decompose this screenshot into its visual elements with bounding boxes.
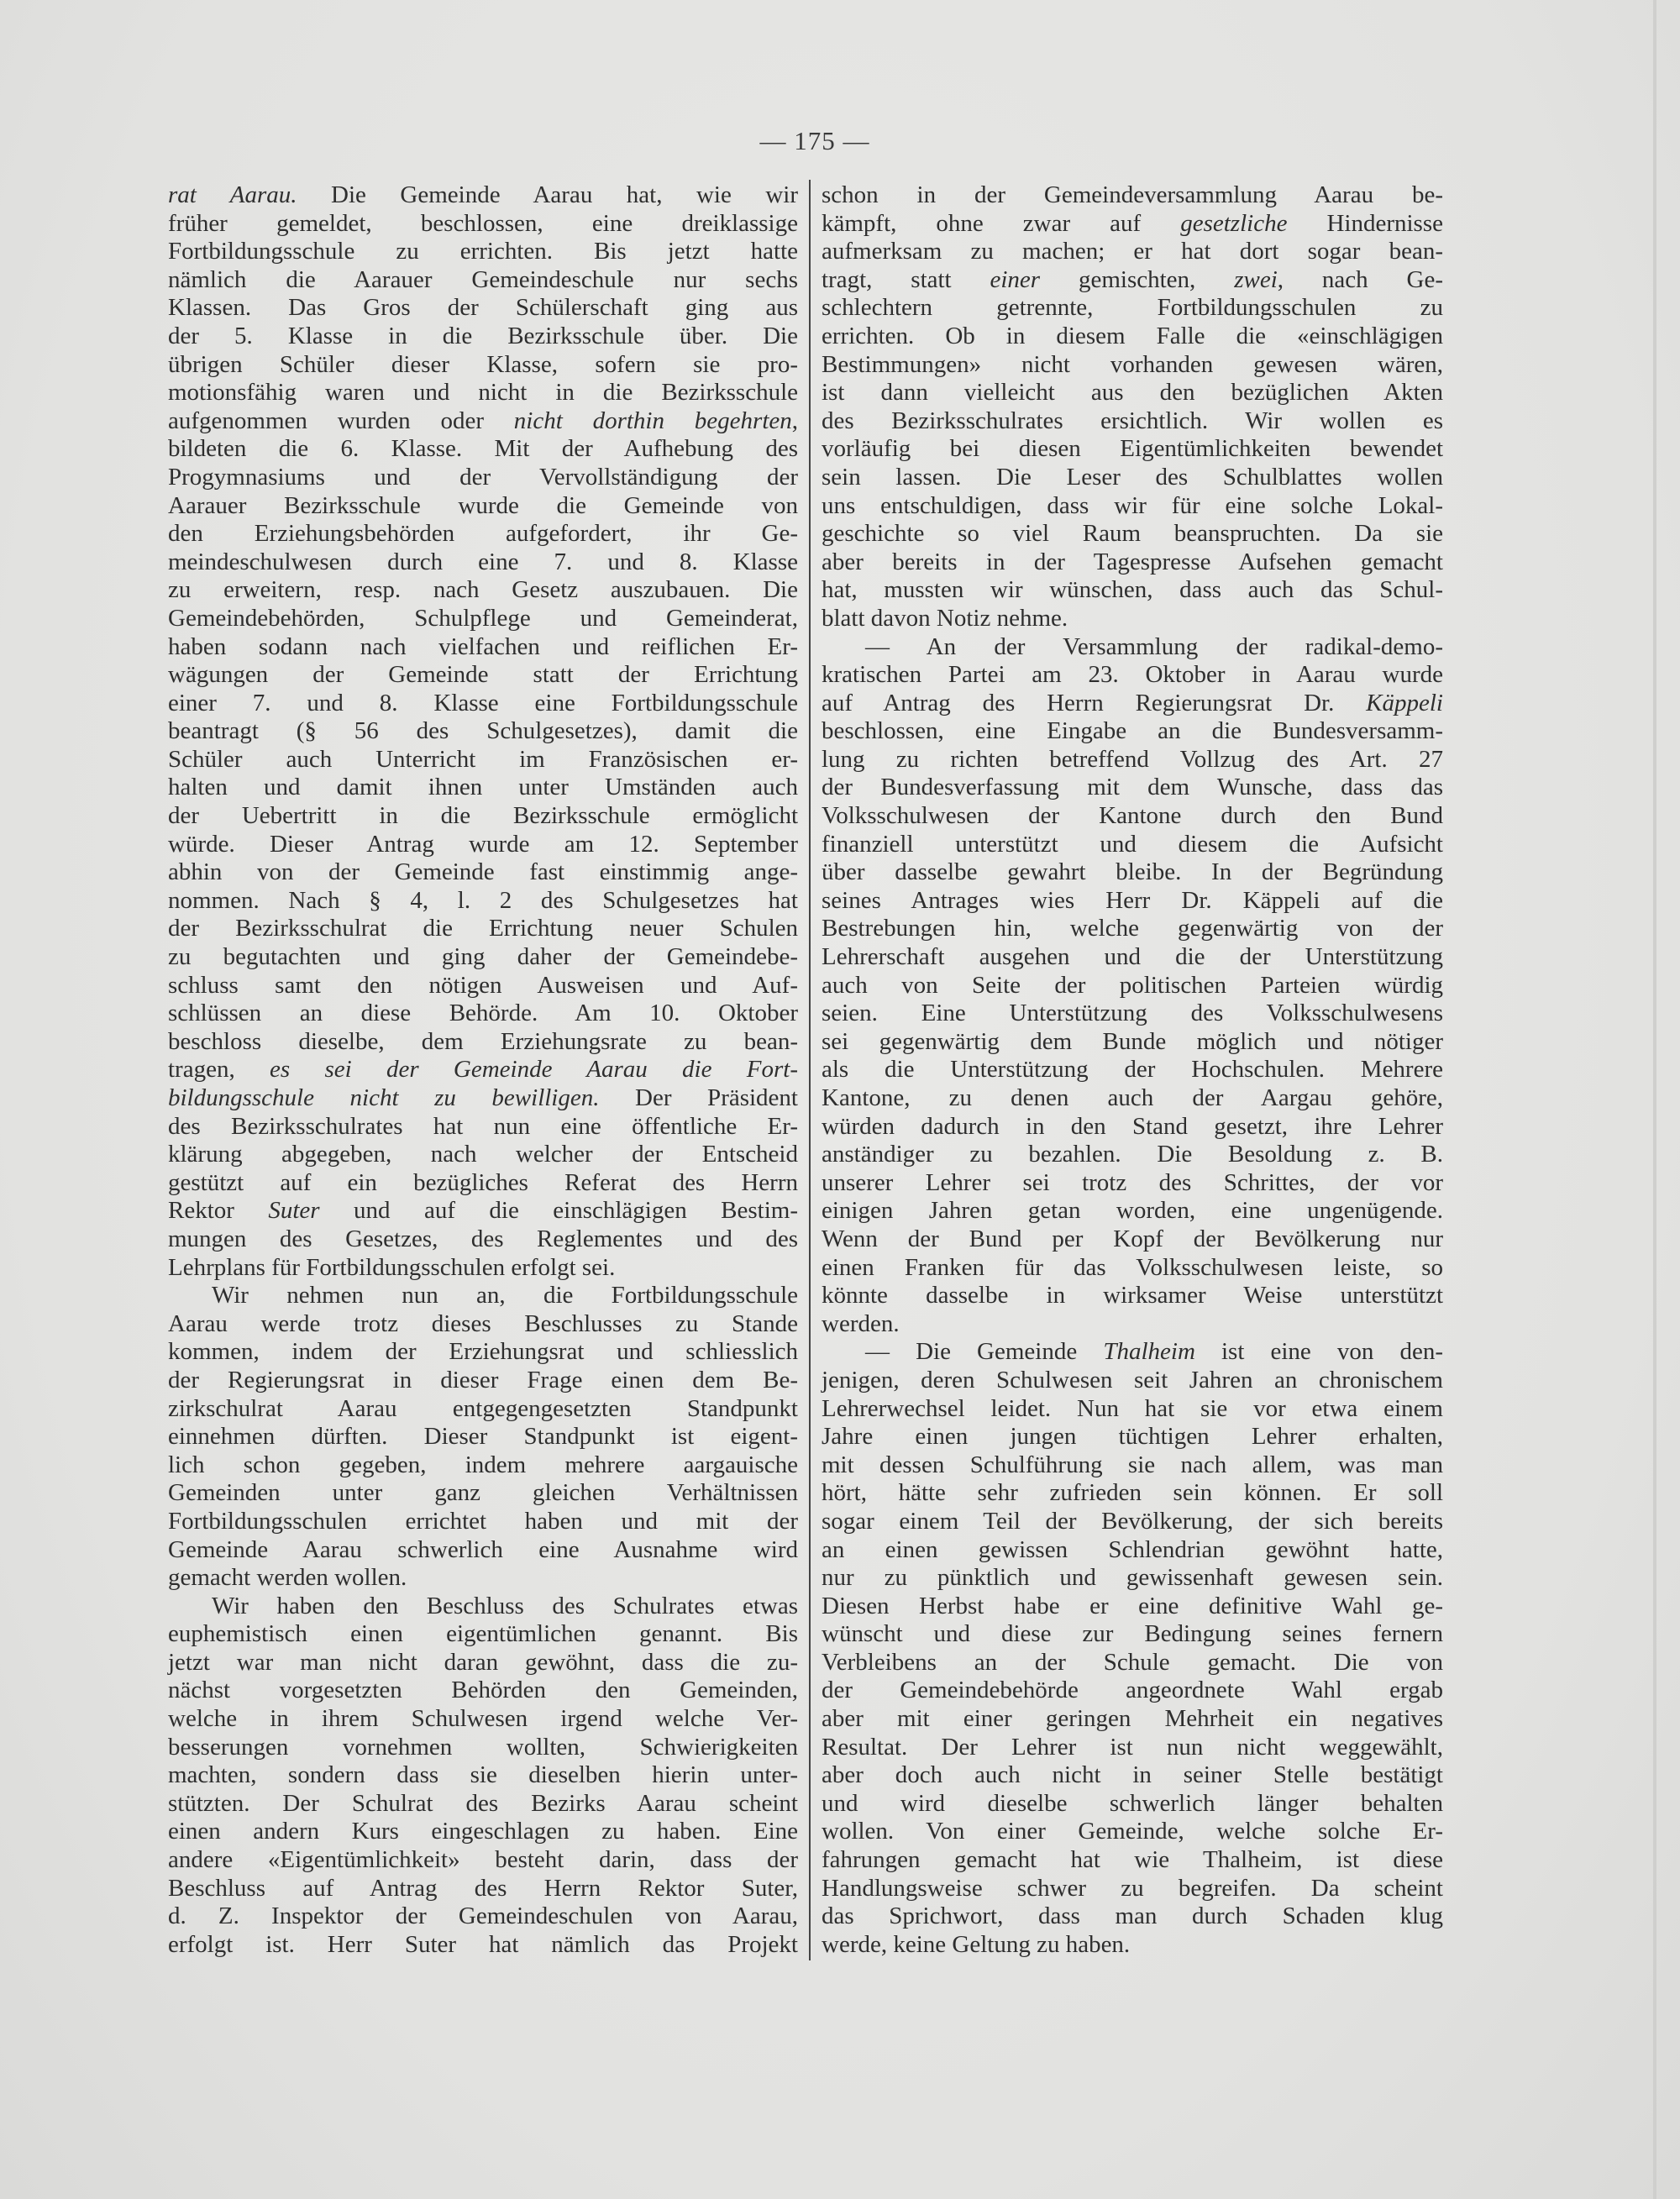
text-run: aber mit einer geringen Mehrheit ein negatives — [822, 1705, 1443, 1733]
text-line — [168, 1620, 798, 1649]
text-run: einen Franken für das Volksschulwesen leiste, so — [822, 1253, 1443, 1281]
text-run: das Sprichwort, dass man durch Schaden klug — [822, 1902, 1443, 1930]
text-run: Wenn der Bund per Kopf der Bevölkerung nur — [822, 1225, 1443, 1252]
text-line — [822, 1338, 1443, 1367]
text-run: über dasselbe gewahrt bleibe. In der Begründung — [822, 858, 1443, 886]
text-run: jetzt war man nicht daran gewöhnt, dass die zu- — [168, 1648, 798, 1676]
text-line — [168, 1564, 798, 1593]
text-run: andere «Eigentümlichkeit» besteht darin, dass der — [168, 1846, 798, 1874]
text-line — [822, 407, 1443, 436]
text-run: jenigen, deren Schulwesen seit Jahren an chronischem — [822, 1366, 1443, 1393]
text-run: Progymnasiums und der Vervollständigung der — [168, 463, 798, 491]
text-line — [168, 1508, 798, 1536]
text-run: ist eine von den- — [1194, 1338, 1443, 1366]
italic-text-run: nicht dorthin begehrten — [513, 407, 792, 434]
paragraph — [822, 1338, 1443, 1959]
text-line — [168, 181, 798, 210]
text-line — [822, 1310, 1443, 1339]
text-run: errichten. Ob in diesem Falle die «einschlägigen — [822, 322, 1443, 349]
text-line — [168, 1677, 798, 1705]
text-line — [822, 210, 1443, 239]
italic-text-run: gesetzliche — [1180, 209, 1288, 237]
text-line — [168, 858, 798, 887]
text-line — [168, 1056, 798, 1084]
text-run: werde, keine Geltung zu haben. — [822, 1930, 1131, 1958]
text-run: ist dann vielleicht aus den bezüglichen Akten — [822, 379, 1443, 407]
text-line — [168, 1084, 798, 1113]
text-line — [822, 1451, 1443, 1480]
text-run: nommen. Nach § 4, l. 2 des Schulgesetzes hat — [168, 886, 798, 914]
text-line — [168, 1649, 798, 1677]
text-run: lich schon gegeben, indem mehrere aargauische — [168, 1451, 798, 1478]
text-line — [168, 661, 798, 690]
text-line — [168, 1734, 798, 1762]
text-run: Diesen Herbst habe er eine definitive Wahl ge- — [822, 1592, 1443, 1619]
text-line — [822, 887, 1443, 916]
text-line — [168, 548, 798, 577]
text-line — [168, 1423, 798, 1451]
text-line — [822, 1564, 1443, 1593]
text-line — [168, 1000, 798, 1028]
text-line — [822, 661, 1443, 690]
text-line — [168, 1197, 798, 1225]
text-line — [168, 1761, 798, 1790]
text-line — [168, 1310, 798, 1339]
text-line — [168, 238, 798, 266]
text-run: zirkschulrat Aarau entgegengesetzten Standpunkt — [168, 1394, 798, 1422]
text-line — [168, 943, 798, 972]
text-run: Beschluss auf Antrag des Herrn Rektor Suter, — [168, 1874, 798, 1902]
text-line — [822, 1593, 1443, 1621]
text-line — [822, 1141, 1443, 1169]
text-run: hat, mussten wir wünschen, dass auch das Schul- — [822, 576, 1443, 604]
text-run: früher gemeldet, beschlossen, eine dreiklassige — [168, 209, 798, 237]
text-run: Wir nehmen nun an, die Fortbildungsschule — [212, 1282, 798, 1309]
text-run: Kantone, zu denen auch der Aargau gehöre, — [822, 1084, 1443, 1111]
text-line — [168, 746, 798, 774]
text-line — [168, 1225, 798, 1254]
text-run: Gemeinde Aarau schwerlich eine Ausnahme wird — [168, 1535, 798, 1563]
text-line — [168, 1875, 798, 1903]
text-run: finanziell unterstützt und diesem die Aufsicht — [822, 830, 1443, 858]
text-run: übrigen Schüler dieser Klasse, sofern sie pro- — [168, 350, 798, 378]
italic-text-run: bildungsschule nicht zu bewilligen. — [168, 1084, 600, 1111]
text-run: motionsfähig waren und nicht in die Bezirksschule — [168, 379, 798, 407]
text-line — [822, 1902, 1443, 1931]
text-line — [168, 802, 798, 831]
text-run: als die Unterstützung der Hochschulen. Mehrere — [822, 1056, 1443, 1084]
text-run: schlüssen an diese Behörde. Am 10. Oktober — [168, 1000, 798, 1027]
text-run: auf Antrag des Herrn Regierungsrat Dr. — [822, 689, 1367, 716]
italic-text-run: Suter — [268, 1197, 320, 1225]
text-run: anständiger zu bezahlen. Die Besoldung z. B. — [822, 1141, 1443, 1168]
italic-text-run: Käppeli — [1366, 689, 1443, 716]
text-run: einigen Jahren getan worden, eine ungenügende. — [822, 1197, 1443, 1225]
text-line — [822, 323, 1443, 351]
text-run: der Bezirksschulrat die Errichtung neuer Schulen — [168, 915, 798, 942]
italic-text-run: Thalheim — [1103, 1338, 1195, 1366]
text-run: machten, sondern dass sie dieselben hierin unter- — [168, 1761, 798, 1789]
text-run: Aarauer Bezirksschule wurde die Gemeinde von — [168, 491, 798, 519]
paragraph — [822, 181, 1443, 633]
text-run: der Gemeindebehörde angeordnete Wahl ergab — [822, 1677, 1443, 1704]
text-line — [822, 1846, 1443, 1875]
text-run: wägungen der Gemeinde statt der Errichtung — [168, 661, 798, 689]
text-run: d. Z. Inspektor der Gemeindeschulen von Aarau, — [168, 1902, 798, 1930]
text-run: Klassen. Das Gros der Schülerschaft ging aus — [168, 294, 798, 322]
text-line — [168, 1593, 798, 1621]
text-run: tragt, statt — [822, 265, 990, 293]
text-line — [168, 1338, 798, 1367]
text-line — [168, 1254, 798, 1283]
text-run: aufmerksam zu machen; er hat dort sogar bean- — [822, 238, 1443, 265]
text-run: Handlungsweise schwer zu begreifen. Da scheint — [822, 1874, 1443, 1902]
italic-text-run: zwei — [1234, 265, 1278, 293]
text-run: Schüler auch Unterricht im Französischen er- — [168, 745, 798, 773]
text-line — [822, 1367, 1443, 1395]
text-run: geschichte so viel Raum beanspruchten. Da sie — [822, 520, 1443, 548]
text-run: Hindernisse — [1287, 209, 1444, 237]
text-run: beschlossen, eine Eingabe an die Bundesversamm- — [822, 717, 1443, 745]
text-line — [822, 1875, 1443, 1903]
text-line — [822, 1677, 1443, 1705]
text-line — [822, 435, 1443, 464]
column-divider — [809, 180, 811, 1960]
text-line — [822, 1028, 1443, 1057]
text-run: sogar einem Teil der Bevölkerung, der sich bereits — [822, 1507, 1443, 1535]
text-line — [822, 858, 1443, 887]
text-line — [822, 294, 1443, 323]
text-run: der Uebertritt in die Bezirksschule ermöglicht — [168, 802, 798, 830]
text-line — [822, 266, 1443, 295]
text-line — [822, 1395, 1443, 1424]
text-run: würde. Dieser Antrag wurde am 12. September — [168, 830, 798, 858]
text-run: Aarau werde trotz dieses Beschlusses zu Stande — [168, 1309, 798, 1337]
text-run: erfolgt ist. Herr Suter hat nämlich das Projekt — [168, 1930, 798, 1958]
text-line — [822, 1169, 1443, 1198]
text-run: wünscht und diese zur Bedingung seines fernern — [822, 1620, 1443, 1648]
text-line — [168, 1113, 798, 1141]
text-line — [168, 1028, 798, 1057]
text-run: besserungen vornehmen wollten, Schwierigkeiten — [168, 1733, 798, 1761]
text-run: Rektor — [168, 1197, 269, 1225]
text-run: — An der Versammlung der radikal-demo- — [865, 632, 1443, 660]
italic-text-run: rat Aarau. — [168, 181, 297, 208]
text-line — [822, 1508, 1443, 1536]
paragraph — [168, 1282, 798, 1593]
text-line — [168, 492, 798, 521]
text-run: seines Antrages wies Herr Dr. Käppeli auf die — [822, 886, 1443, 914]
text-line — [168, 1931, 798, 1960]
text-run: des Bezirksschulrates hat nun eine öffentliche Er- — [168, 1112, 798, 1140]
text-run: schluss samt den nötigen Ausweisen und Auf- — [168, 971, 798, 999]
text-run: aufgenommen wurden oder — [168, 407, 514, 434]
text-line — [822, 943, 1443, 972]
text-line — [168, 1169, 798, 1198]
text-line — [822, 492, 1443, 521]
text-line — [822, 1620, 1443, 1649]
italic-text-run: es sei der Gemeinde Aarau die Fort- — [270, 1056, 798, 1084]
text-run: zu erweitern, resp. nach Gesetz auszubauen. Die — [168, 576, 798, 604]
text-run: stützten. Der Schulrat des Bezirks Aarau scheint — [168, 1789, 798, 1817]
text-run: Fortbildungsschulen errichtet haben und mit der — [168, 1507, 798, 1535]
text-run: nächst vorgesetzten Behörden den Gemeinden, — [168, 1677, 798, 1704]
text-run: haben sodann nach vielfachen und reiflichen Er- — [168, 632, 798, 660]
text-run: seien. Eine Unterstützung des Volksschulwesens — [822, 1000, 1443, 1027]
text-run: , nach Ge- — [1277, 265, 1443, 293]
text-run: Die Gemeinde Aarau hat, wie wir — [297, 181, 798, 208]
text-line — [168, 464, 798, 492]
text-line — [168, 1141, 798, 1169]
text-run: auch von Seite der politischen Parteien würdig — [822, 971, 1443, 999]
text-line — [822, 774, 1443, 802]
text-line — [168, 294, 798, 323]
text-line — [168, 266, 798, 295]
text-run: Bestimmungen» nicht vorhanden gewesen wären, — [822, 350, 1443, 378]
text-line — [822, 1931, 1443, 1960]
paragraph — [168, 181, 798, 1282]
text-run: wollen. Von einer Gemeinde, welche solche Er- — [822, 1818, 1443, 1845]
text-line — [822, 520, 1443, 548]
text-run: und wird dieselbe schwerlich länger behalten — [822, 1789, 1443, 1817]
text-line — [168, 915, 798, 943]
text-line — [822, 717, 1443, 746]
text-run: hört, hätte sehr zufrieden sein können. Er soll — [822, 1479, 1443, 1507]
text-run: , — [791, 407, 798, 434]
text-line — [822, 831, 1443, 859]
text-run: Gemeinden unter ganz gleichen Verhältnissen — [168, 1479, 798, 1507]
text-line — [168, 323, 798, 351]
text-line — [168, 435, 798, 464]
text-run: nur zu pünktlich und gewissenhaft gewesen sein. — [822, 1564, 1443, 1592]
text-line — [168, 210, 798, 239]
text-line — [822, 1705, 1443, 1734]
text-run: unserer Lehrer sei trotz des Schrittes, der vor — [822, 1168, 1443, 1196]
text-line — [822, 238, 1443, 266]
text-line — [822, 690, 1443, 718]
text-run: uns entschuldigen, dass wir für eine solche Lokal- — [822, 491, 1443, 519]
text-run: bildeten die 6. Klasse. Mit der Aufhebung des — [168, 435, 798, 463]
text-line — [168, 690, 798, 718]
text-line — [168, 633, 798, 662]
text-run: der Bundesverfassung mit dem Wunsche, dass das — [822, 774, 1443, 801]
page-number: — 175 — — [759, 126, 870, 155]
text-run: aber doch auch nicht in seiner Stelle bestätigt — [822, 1761, 1443, 1789]
paragraph — [168, 1593, 798, 1960]
text-run: Lehrplans für Fortbildungsschulen erfolgt sei. — [168, 1253, 616, 1281]
text-line — [168, 576, 798, 605]
text-run: gemischten, — [1040, 265, 1235, 293]
text-line — [168, 379, 798, 407]
text-column-left — [168, 181, 798, 1959]
text-run: meindeschulwesen durch eine 7. und 8. Klasse — [168, 548, 798, 575]
text-run: lung zu richten betreffend Vollzug des Art. 27 — [822, 745, 1443, 773]
text-run: und auf die einschlägigen Bestim- — [319, 1197, 798, 1225]
text-run: an einen gewissen Schlendrian gewöhnt hatte, — [822, 1535, 1443, 1563]
text-line — [822, 576, 1443, 605]
text-line — [822, 1197, 1443, 1225]
text-run: der 5. Klasse in die Bezirksschule über. Die — [168, 322, 798, 349]
text-run: fahrungen gemacht hat wie Thalheim, ist diese — [822, 1846, 1443, 1874]
text-line — [822, 1423, 1443, 1451]
text-run: Resultat. Der Lehrer ist nun nicht weggewählt, — [822, 1733, 1443, 1761]
text-run: aber bereits in der Tagespresse Aufsehen gemacht — [822, 548, 1443, 575]
text-run: euphemistisch einen eigentümlichen genannt. Bis — [168, 1620, 798, 1648]
text-run: Verbleibens an der Schule gemacht. Die von — [822, 1648, 1443, 1676]
text-line — [822, 1649, 1443, 1677]
text-run: der Regierungsrat in dieser Frage einen dem Be- — [168, 1366, 798, 1393]
text-line — [822, 746, 1443, 774]
text-line — [822, 633, 1443, 662]
text-line — [822, 1479, 1443, 1508]
text-run: einer 7. und 8. Klasse eine Fortbildungsschule — [168, 689, 798, 716]
text-line — [822, 1254, 1443, 1283]
text-line — [822, 1536, 1443, 1565]
text-line — [822, 181, 1443, 210]
text-run: mungen des Gesetzes, des Reglementes und des — [168, 1225, 798, 1252]
text-run: kommen, indem der Erziehungsrat und schliesslich — [168, 1338, 798, 1366]
text-run: klärung abgegeben, nach welcher der Entscheid — [168, 1141, 798, 1168]
text-line — [168, 1846, 798, 1875]
text-run: Der Präsident — [599, 1084, 798, 1111]
text-run: kämpft, ohne zwar auf — [822, 209, 1181, 237]
text-run: des Bezirksschulrates ersichtlich. Wir wollen es — [822, 407, 1443, 434]
text-run: schon in der Gemeindeversammlung Aarau be- — [822, 181, 1443, 208]
text-line — [822, 1084, 1443, 1113]
text-line — [822, 548, 1443, 577]
text-line — [168, 774, 798, 802]
text-run: Volksschulwesen der Kantone durch den Bund — [822, 802, 1443, 830]
text-line — [168, 1282, 798, 1310]
text-run: Wir haben den Beschluss des Schulrates etwas — [212, 1592, 798, 1619]
text-run: welche in ihrem Schulwesen irgend welche Ver- — [168, 1705, 798, 1733]
text-line — [822, 1225, 1443, 1254]
text-line — [822, 1000, 1443, 1028]
text-line — [822, 464, 1443, 492]
text-run: vorläufig bei diesen Eigentümlichkeiten bewendet — [822, 435, 1443, 463]
text-run: halten und damit ihnen unter Umständen auch — [168, 774, 798, 801]
text-line — [822, 1113, 1443, 1141]
text-column-right — [822, 181, 1443, 1959]
text-run: einen andern Kurs eingeschlagen zu haben. Eine — [168, 1818, 798, 1845]
text-line — [822, 1818, 1443, 1846]
text-line — [168, 1705, 798, 1734]
text-run: Gemeindebehörden, Schulpflege und Gemeinderat, — [168, 604, 798, 632]
text-run: kratischen Partei am 23. Oktober in Aarau wurde — [822, 661, 1443, 689]
text-line — [168, 717, 798, 746]
text-line — [168, 605, 798, 633]
text-line — [168, 520, 798, 548]
text-line — [822, 972, 1443, 1000]
text-run: könnte dasselbe in wirksamer Weise unterstützt — [822, 1282, 1443, 1309]
text-run: Lehrerwechsel leidet. Nun hat sie vor etwa einem — [822, 1394, 1443, 1422]
text-run: schlechtern getrennte, Fortbildungsschulen zu — [822, 294, 1443, 322]
text-line — [168, 1479, 798, 1508]
text-run: Fortbildungsschule zu errichten. Bis jetzt hatte — [168, 238, 798, 265]
text-line — [168, 407, 798, 436]
text-line — [168, 887, 798, 916]
text-run: Bestrebungen hin, welche gegenwärtig von der — [822, 915, 1443, 942]
text-run: Lehrerschaft ausgehen und die der Unterstützung — [822, 943, 1443, 971]
text-run: mit dessen Schulführung sie nach allem, was man — [822, 1451, 1443, 1478]
text-line — [168, 1536, 798, 1565]
text-line — [168, 1451, 798, 1480]
text-line — [822, 802, 1443, 831]
text-line — [168, 972, 798, 1000]
text-run: gestützt auf ein bezügliches Referat des Herrn — [168, 1168, 798, 1196]
text-line — [822, 915, 1443, 943]
text-run: sein lassen. Die Leser des Schulblattes wollen — [822, 463, 1443, 491]
text-run: einnehmen dürften. Dieser Standpunkt ist eigent- — [168, 1423, 798, 1451]
text-run: beschloss dieselbe, dem Erziehungsrate zu bean- — [168, 1027, 798, 1055]
text-line — [822, 379, 1443, 407]
scan-page-edge — [1653, 0, 1656, 2199]
text-run: Jahre einen jungen tüchtigen Lehrer erhalten, — [822, 1423, 1443, 1451]
text-run: tragen, — [168, 1056, 270, 1084]
text-run: sei gegenwärtig dem Bunde möglich und nötiger — [822, 1027, 1443, 1055]
text-line — [822, 605, 1443, 633]
text-line — [168, 351, 798, 380]
text-line — [822, 1761, 1443, 1790]
text-line — [822, 1790, 1443, 1819]
text-run: werden. — [822, 1309, 900, 1337]
italic-text-run: einer — [990, 265, 1041, 293]
text-run: den Erziehungsbehörden aufgefordert, ihr Ge- — [168, 520, 798, 548]
text-line — [168, 1790, 798, 1819]
text-run: zu begutachten und ging daher der Gemeindebe- — [168, 943, 798, 971]
text-line — [168, 1902, 798, 1931]
text-line — [822, 1282, 1443, 1310]
text-run: — Die Gemeinde — [865, 1338, 1104, 1366]
text-run: gemacht werden wollen. — [168, 1564, 407, 1592]
text-line — [822, 1056, 1443, 1084]
text-line — [822, 1734, 1443, 1762]
text-line — [168, 1395, 798, 1424]
paragraph — [822, 633, 1443, 1339]
text-run: würden dadurch in den Stand gesetzt, ihre Lehrer — [822, 1112, 1443, 1140]
text-run: nämlich die Aarauer Gemeindeschule nur sechs — [168, 265, 798, 293]
text-line — [168, 1818, 798, 1846]
text-line — [168, 1367, 798, 1395]
text-run: beantragt (§ 56 des Schulgesetzes), damit die — [168, 717, 798, 745]
text-line — [168, 831, 798, 859]
text-line — [822, 351, 1443, 380]
text-run: abhin von der Gemeinde fast einstimmig ange- — [168, 858, 798, 886]
text-run: blatt davon Notiz nehme. — [822, 604, 1068, 632]
